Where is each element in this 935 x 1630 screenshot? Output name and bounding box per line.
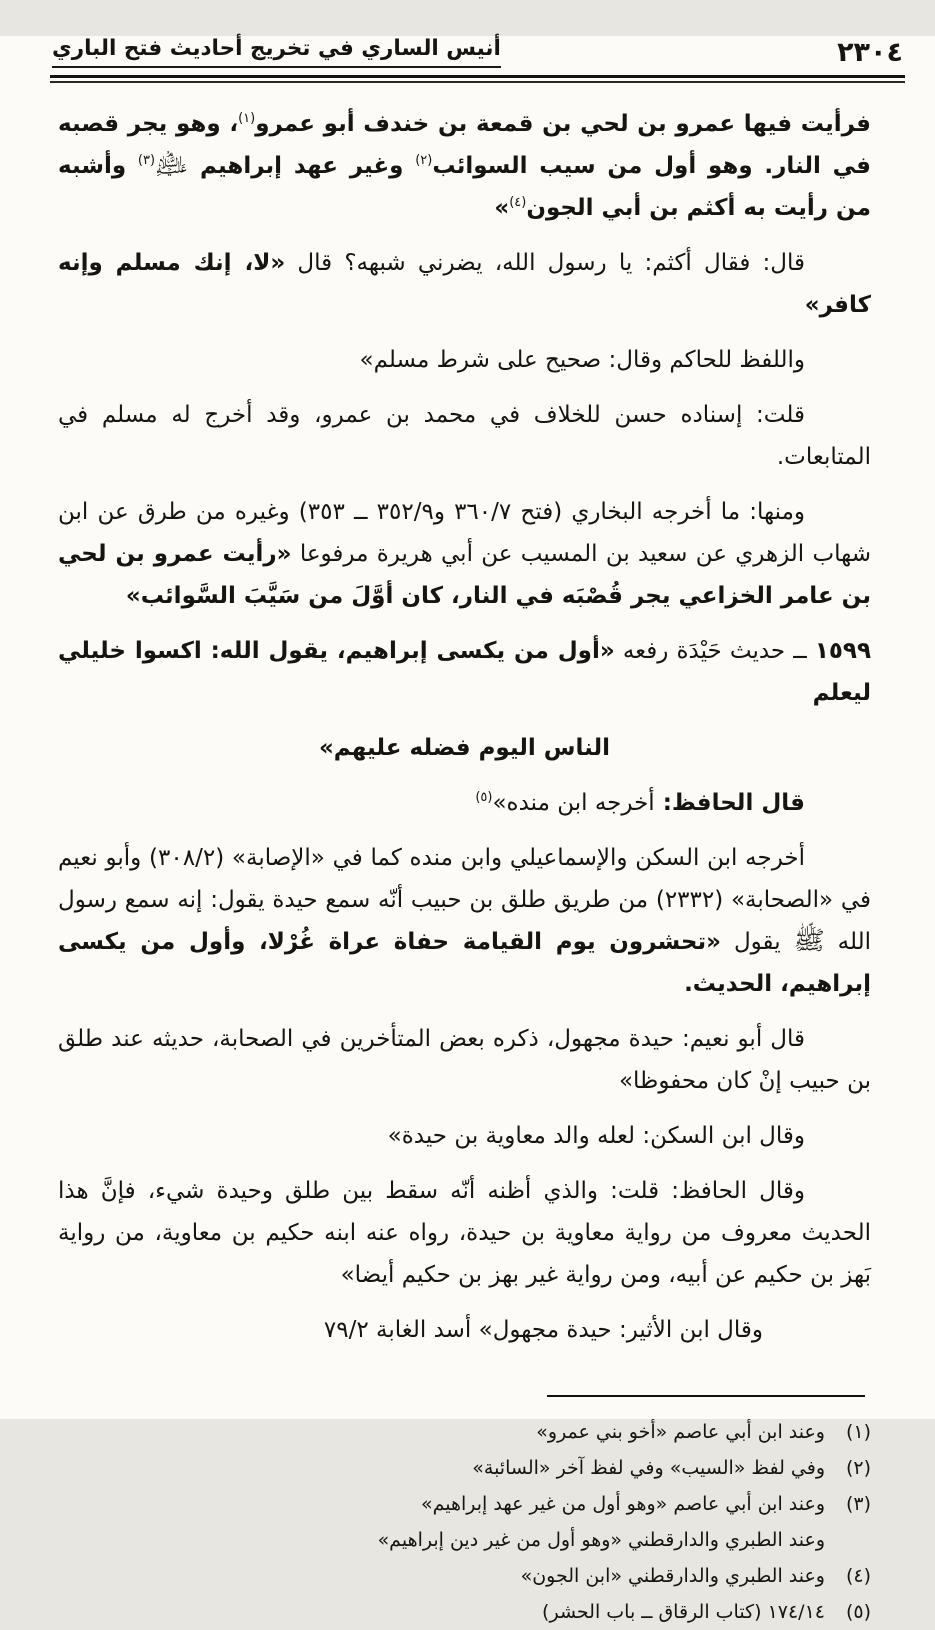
hafiz-analysis-paragraph bbox=[58, 1170, 871, 1296]
footnote-text bbox=[58, 1594, 825, 1630]
footnote-ref: (٤) bbox=[509, 195, 527, 210]
text-run: وقال ابن السكن: لعله والد معاوية بن حيدة» bbox=[387, 1123, 805, 1149]
honorific-symbol: ﵇ bbox=[155, 150, 189, 180]
footnote-marker: (٢) bbox=[845, 1457, 871, 1479]
footnote-line: ١٧٤/١٤ (كتاب الرقاق ــ باب الحشر) bbox=[542, 1601, 825, 1623]
body-text bbox=[58, 103, 871, 1351]
header-rule-thin bbox=[50, 81, 905, 83]
footnote-line: وفي لفظ «السيب» وفي لفظ آخر «السائبة» bbox=[472, 1457, 825, 1479]
text-run: ، وهو يجر قصبه في النار. وهو أول من سيب السوائب bbox=[58, 111, 871, 179]
text-run: ــ حديث حَيْدَة رفعه bbox=[614, 638, 815, 664]
footnote-ref: (٢) bbox=[415, 153, 433, 168]
text-run: ومنها: ما أخرجه البخاري (فتح ٣٦٠/٧ و٣٥٢/٩ ــ ٣٥٣) وغيره من طرق عن ابن شهاب الزهري عن سعيد بن المسيب عن أبي هريرة مرفوعا bbox=[58, 499, 871, 567]
header-rule-thick bbox=[50, 75, 905, 78]
text-run: «أول من يكسى إبراهيم، يقول الله: اكسوا خليلي ليعلم bbox=[58, 638, 871, 706]
text-run: «رأيت عمرو بن لحي بن عامر الخزاعي يجر قُصْبَه في النار، كان أوَّلَ من سَيَّبَ السَّوائب» bbox=[58, 541, 871, 609]
text-run: وقال الحافظ: قلت: والذي أظنه أنّه سقط بين طلق وحيدة شيء، فإنَّ هذا الحديث معروف من رواية معاوية بن حيدة، رواه عنه ابنه حكيم بن معاوية، من رواية بَهز بن حكيم عن أبيه، ومن رواية غير بهز بن حكيم أيضا» bbox=[58, 1178, 871, 1288]
footnote-marker: (٤) bbox=[845, 1565, 871, 1587]
page-header bbox=[52, 36, 903, 68]
text-run: قال: فقال أكثم: يا رسول الله، يضرني شبهه؟ قال bbox=[285, 250, 805, 276]
hadith-entry-1599-paragraph bbox=[58, 630, 871, 714]
hakim-grading-paragraph bbox=[58, 339, 871, 381]
footnote-item bbox=[58, 1558, 871, 1594]
text-run: أخرجه ابن السكن والإسماعيلي وابن منده كما في «الإصابة» (٣٠٨/٢) وأبو نعيم في «الصحابة» (٢٣٣٢) من طريق طلق بن حبيب أنّه سمع حيدة يقول: إنه سمع رسول الله bbox=[58, 845, 871, 955]
text-run: واللفظ للحاكم وقال: صحيح على شرط مسلم» bbox=[359, 347, 805, 373]
footnote-item bbox=[58, 1594, 871, 1630]
footnote-separator bbox=[547, 1395, 865, 1397]
header-rule bbox=[50, 75, 905, 83]
footnote-marker: (١) bbox=[845, 1421, 871, 1443]
text-run: أخرجه ابن منده» bbox=[492, 790, 655, 816]
footnote-marker: (٣) bbox=[845, 1493, 871, 1515]
honorific-symbol: ﷺ bbox=[793, 926, 825, 956]
footnote-list bbox=[58, 1414, 871, 1630]
aktham-dialog-paragraph bbox=[58, 242, 871, 326]
book-page bbox=[0, 36, 935, 1623]
ibn-sakan-comment-paragraph bbox=[58, 1115, 871, 1157]
footnote-text bbox=[58, 1414, 825, 1450]
text-run: » bbox=[494, 195, 510, 221]
text-run: الناس اليوم فضله عليهم» bbox=[318, 735, 611, 761]
text-run: فرأيت فيها عمرو بن لحي بن قمعة بن خندف أبو عمرو bbox=[255, 111, 871, 137]
takhrij-sources-paragraph bbox=[58, 837, 871, 1005]
footnote-ref: (٣) bbox=[137, 153, 156, 168]
footnotes-section bbox=[58, 1395, 871, 1630]
text-run: قال أبو نعيم: حيدة مجهول، ذكره بعض المتأخرين في الصحابة، حديثه عند طلق بن حبيب إنْ كان محفوظا» bbox=[58, 1026, 871, 1094]
footnote-line: وعند الطبري والدارقطني «وهو أول من غير دين إبراهيم» bbox=[377, 1529, 825, 1551]
footnote-ref: (٥) bbox=[475, 790, 493, 805]
footnote-marker: (٥) bbox=[845, 1601, 871, 1623]
text-run: وقال ابن الأثير: حيدة مجهول» أسد الغابة ٧٩/٢ bbox=[323, 1317, 763, 1343]
footnote-text bbox=[58, 1558, 825, 1594]
footnote-item bbox=[58, 1414, 871, 1450]
footnote-line: وعند الطبري والدارقطني «ابن الجون» bbox=[520, 1565, 825, 1587]
hadith-entry-1599-centered-line bbox=[58, 727, 871, 769]
author-grading-paragraph bbox=[58, 394, 871, 478]
text-run: يقول bbox=[721, 929, 794, 955]
footnote-item bbox=[58, 1486, 871, 1558]
hadith-continuation-paragraph bbox=[58, 103, 871, 229]
text-run: قلت: إسناده حسن للخلاف في محمد بن عمرو، وقد أخرج له مسلم في المتابعات. bbox=[58, 402, 871, 470]
abu-nuaym-comment-paragraph bbox=[58, 1018, 871, 1102]
footnote-text bbox=[58, 1450, 825, 1486]
bukhari-route-paragraph bbox=[58, 491, 871, 617]
footnote-text bbox=[58, 1486, 825, 1558]
page-number: ٢٣٠٤ bbox=[837, 37, 903, 68]
text-run: وغير عهد إبراهيم bbox=[188, 153, 416, 179]
text-run: وأشبه من رأيت به أكثم بن أبي الجون bbox=[58, 153, 871, 221]
footnote-ref: (١) bbox=[238, 111, 256, 126]
hafiz-attribution-paragraph bbox=[58, 782, 871, 824]
footnote-line: وعند ابن أبي عاصم «أخو بني عمرو» bbox=[536, 1421, 825, 1443]
text-run: ١٥٩٩ bbox=[814, 638, 872, 664]
text-run: قال الحافظ: bbox=[654, 790, 805, 816]
text-run: «تحشرون يوم القيامة حفاة عراة غُرْلا، وأول من يكسى إبراهيم، الحديث. bbox=[58, 929, 871, 997]
ibn-athir-comment-paragraph bbox=[58, 1309, 871, 1351]
footnote-line: وعند ابن أبي عاصم «وهو أول من غير عهد إبراهيم» bbox=[420, 1493, 825, 1515]
text-run: «لا، إنك مسلم وإنه كافر» bbox=[58, 250, 871, 318]
running-title: أنيس الساري في تخريج أحاديث فتح الباري bbox=[52, 36, 501, 68]
footnote-item bbox=[58, 1450, 871, 1486]
